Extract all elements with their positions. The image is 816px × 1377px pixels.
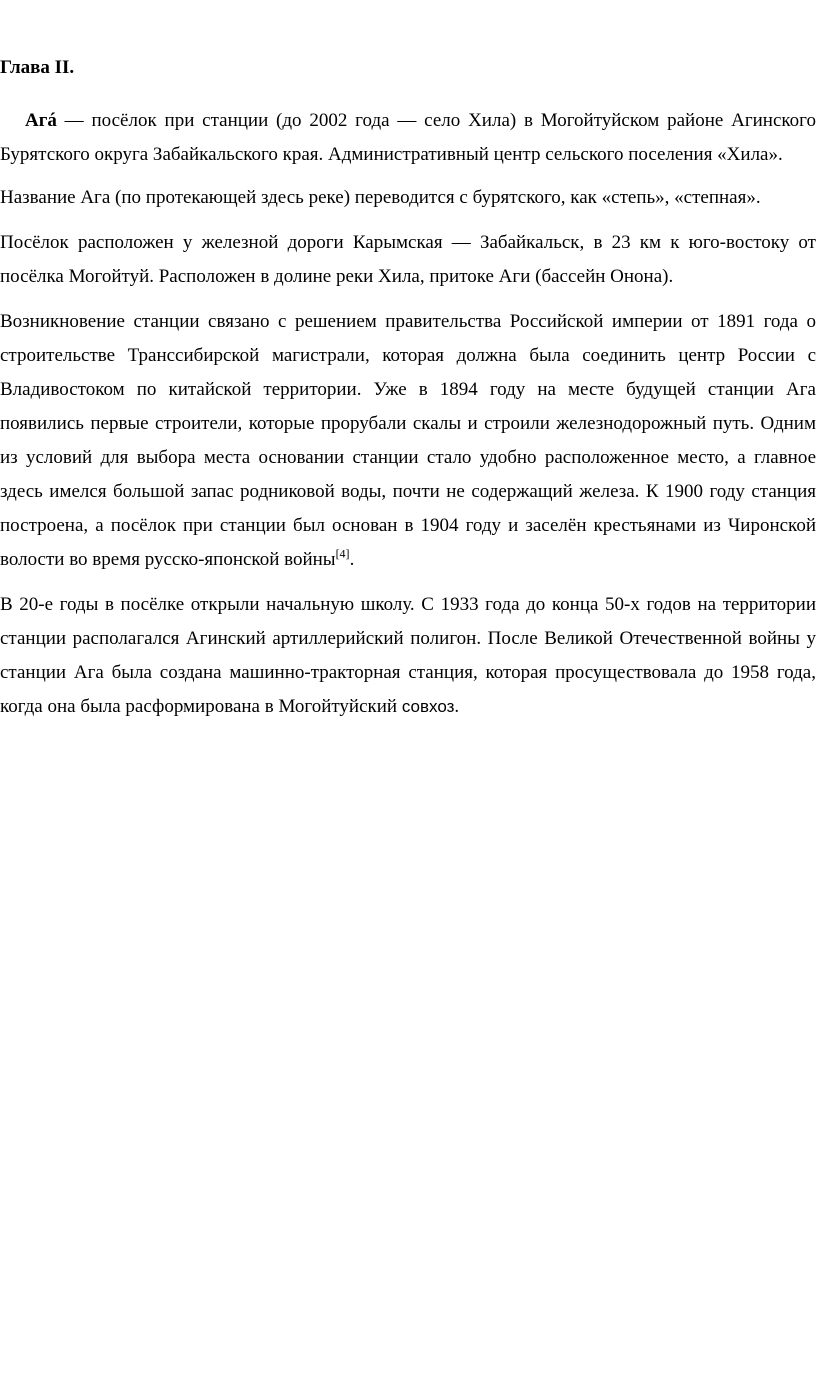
paragraph-history-text: Возникновение станции связано с решением правительства Российской империи от 1891 года о строительстве Транссибирской магистрали, которая должна была соединить центр России с Владивостоком по китайской территории. Уже в 1894 году на месте будущей станции Ага появились первые строители, которые прорубали скалы и строили железнодорожный путь. Одним из условий для выбора места основании станции стало удобно расположенное место, а главное здесь имелся большой запас родниковой воды, почти не содержащий железа. К 1900 году станция построена, а посёлок при станции был основан в 1904 году и заселён крестьянами из Чиронской волости во время русско-японской войны (0, 311, 816, 570)
paragraph-name-origin (0, 181, 816, 215)
paragraph-history-end: . (349, 549, 355, 570)
paragraph-intro-text: — посёлок при станции (до 2002 года — село Хила) в Могойтуйском районе Агинского Бурятского округа Забайкальского края. Административный центр сельского поселения «Хила». (0, 110, 816, 165)
paragraph-name-origin-text: Название Ага (по протекающей здесь реке) переводится с бурятского, как «степь», «степная». (0, 187, 761, 208)
paragraph-soviet-era-last-word: совхоз (401, 697, 455, 716)
paragraph-soviet-era-end: . (454, 696, 460, 717)
paragraph-location (0, 226, 816, 294)
footnote-reference[interactable]: [4] (335, 546, 350, 561)
paragraph-soviet-era-text: В 20-е годы в посёлке открыли начальную школу. С 1933 года до конца 50-х годов на территории станции располагался Агинский артиллерийский полигон. После Великой Отечественной войны у станции Ага была создана машинно-тракторная станция, которая просуществовала до 1958 года, когда она была расформирована в Могойтуйский (0, 594, 816, 717)
chapter-heading: Глава II. (0, 57, 75, 78)
paragraph-history (0, 305, 816, 577)
paragraph-location-text: Посёлок расположен у железной дороги Карымская — Забайкальск, в 23 км к юго-востоку от посёлка Могойтуй. Расположен в долине реки Хила, притоке Аги (бассейн Онона). (0, 232, 816, 287)
term-lead: Агá (25, 110, 57, 131)
paragraph-intro (0, 104, 816, 172)
paragraph-soviet-era (0, 588, 816, 724)
